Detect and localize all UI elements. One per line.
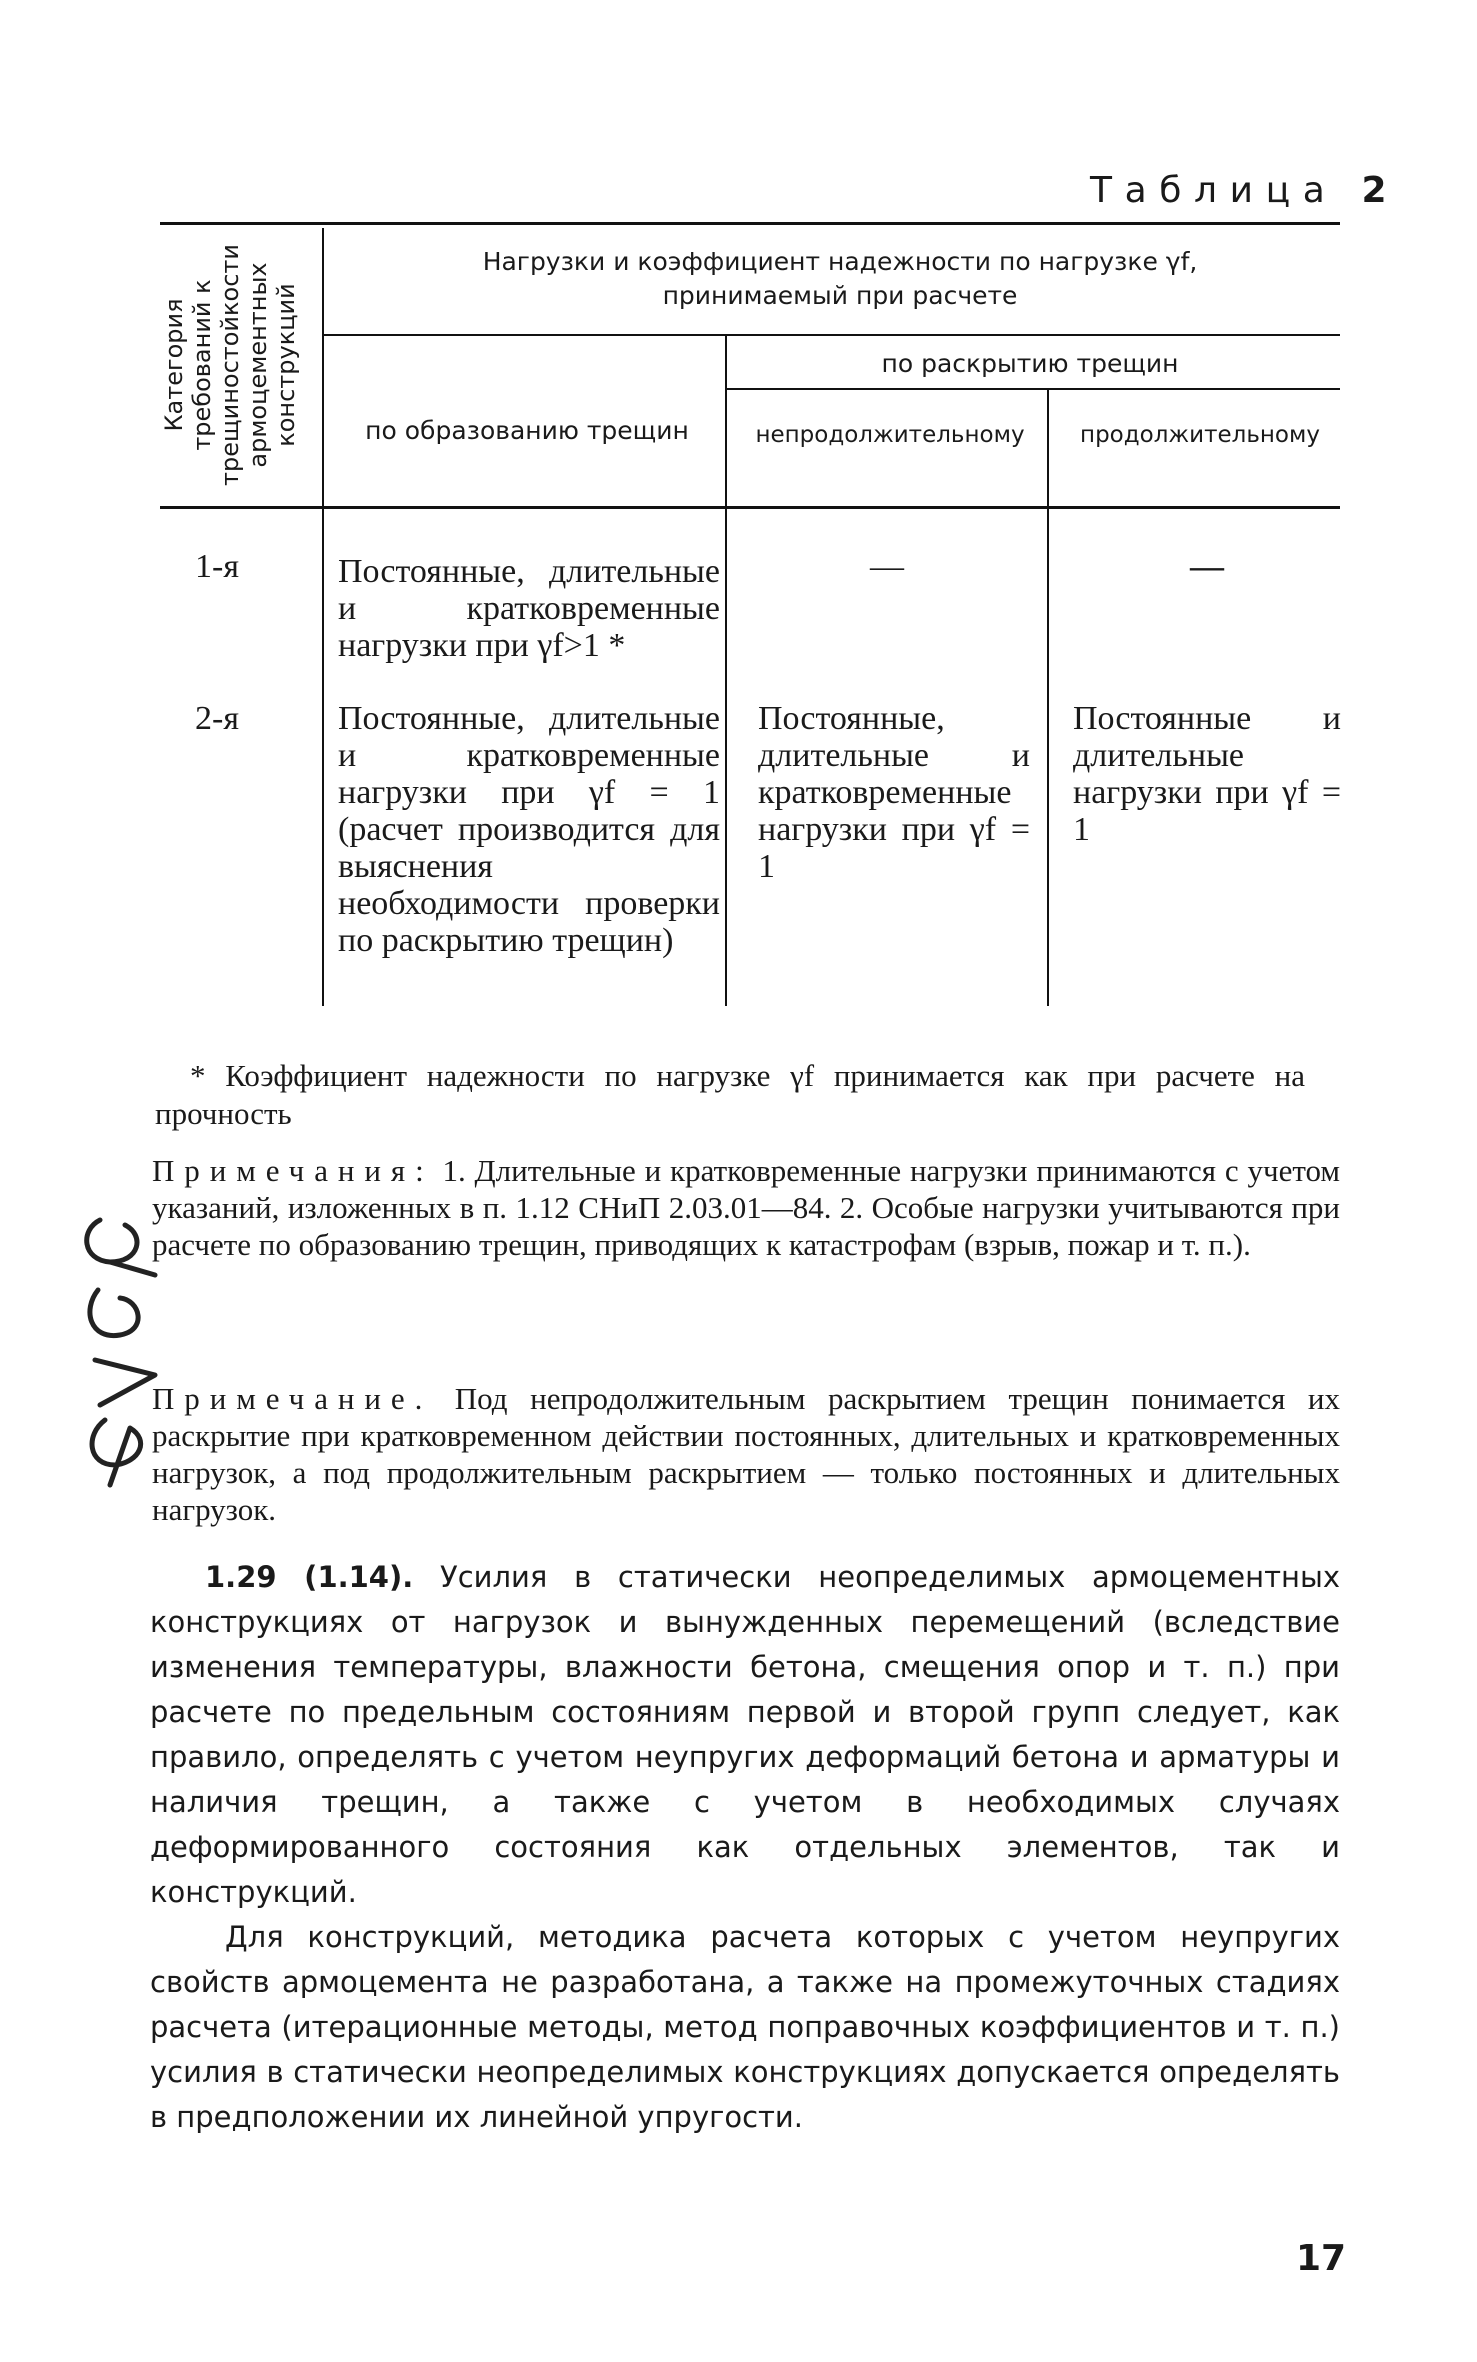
col-divider-1 [322,228,324,1006]
page-number: 17 [1296,2238,1347,2279]
row1-category: 1-я [195,548,239,585]
note-block [152,1380,1340,1528]
header-bottom-rule [160,506,1340,509]
header-formation: по образованию трещин [365,416,689,445]
note-text: Под непродолжительным раскрытием трещин понимается их раскрытие при кратковременном действии постоянных, длительных и кратковременных нагрузок, а под продолжительным раскрытием — только постоянных и длительных нагрузок. [152,1381,1340,1527]
header-rule-opening [725,388,1340,390]
row2-long: Постоянные и длительные нагрузки при γf = 1 [1073,700,1341,848]
note-label: Примечание. [152,1381,433,1416]
header-loads: Нагрузки и коэффициент надежности по нагрузке γf, принимаемый при расчете [482,247,1198,310]
row2-category: 2-я [195,700,239,737]
header-category: Категория требований к трещиностойкости армоцементных конструкций [160,244,300,486]
row1-formation: Постоянные, длительные и кратковременные нагрузки при γf>1 * [338,553,720,664]
row1-long: — [1190,548,1224,585]
row1-short: — [870,548,904,585]
paragraph-continuation [150,1915,1340,2140]
header-short: непродолжительному [755,422,1025,448]
paragraph-text: Для конструкций, методика расчета которых с учетом неупругих свойств армоцемента не разработана, а также на промежуточных стадиях расчета (итерационные методы, метод поправочных коэффициентов и т. п.) усилия в статически неопределимых конструкциях допускается определять в предположении их линейной упругости. [150,1920,1340,2134]
table-title [1090,170,1387,211]
header-rule-loads [322,334,1340,336]
paragraph-number: 1.29 (1.14). [205,1560,414,1594]
col-divider-2 [725,336,727,1006]
paragraph-text: Усилия в статически неопределимых армоцементных конструкциях от нагрузок и вынужденных перемещений (вследствие изменения температуры, влажности бетона, смещения опор и т. п.) при расчете по предельным состояниям первой и второй групп следует, как правило, определять с учетом неупругих деформаций бетона и арматуры и наличия трещин, а также с учетом в необходимых случаях деформированного состояния как отдельных элементов, так и конструкций. [150,1560,1341,1909]
header-opening: по раскрытию трещин [881,349,1179,378]
table-number: 2 [1361,170,1387,211]
col-divider-3 [1047,390,1049,1006]
paragraph-1-29 [150,1555,1340,1915]
table-footnote: * Коэффициент надежности по нагрузке γf принимается как при расчете на прочность [155,1058,1305,1131]
notes-label: Примечания: [152,1153,434,1188]
notes-text: 1. Длительные и кратковременные нагрузки принимаются с учетом указаний, изложенных в п. 1.12 СНиП 2.03.01—84. 2. Особые нагрузки учитываются при расчете по образованию трещин, приводящих к катастрофам (взрыв, пожар и т. п.). [152,1153,1340,1262]
table-top-rule [160,222,1340,225]
row2-formation: Постоянные, длительные и кратковременные нагрузки при γf = 1 (расчет производится для выяснения необходимости проверки по раскрытию трещин) [338,700,720,959]
table-title-word: Таблица [1090,170,1338,211]
notes-block [152,1152,1340,1263]
header-long: продолжительному [1080,422,1320,448]
row2-short: Постоянные, длительные и кратковременные нагрузки при γf = 1 [758,700,1030,885]
